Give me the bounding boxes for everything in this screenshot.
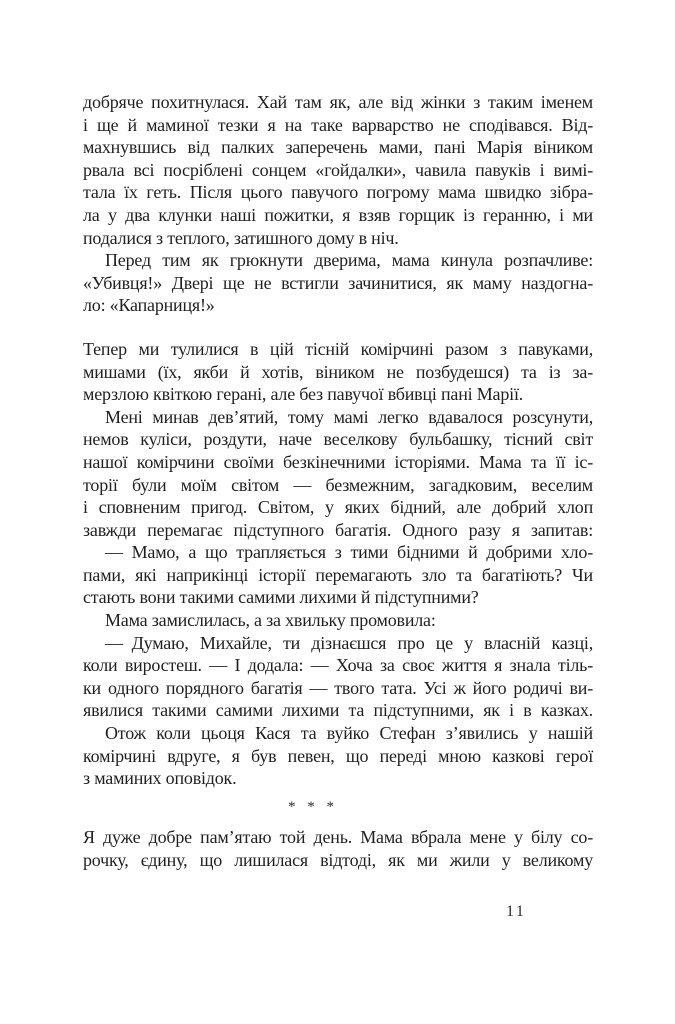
text-line: стають вони такими самими лихими й підступними? xyxy=(83,587,479,608)
text-line: рвала всі посріблені сонцем «гойдалки», чавила павуків і вимі- xyxy=(83,159,593,180)
text-line: і сповненим пригод. Світом, у яких бідний, але добрий хлоп xyxy=(83,497,593,518)
text-line: ло: «Капарниця!» xyxy=(83,295,215,316)
paragraph xyxy=(83,91,593,249)
text-line: пами, які наприкінці історії перемагають зло та багатіють? Чи xyxy=(83,564,593,585)
paragraph xyxy=(83,338,593,406)
text-line: махнувшись від палких заперечень мами, пані Марія віником xyxy=(83,137,593,158)
text-line: тала їх геть. Після цього павучого погрому мама швидко зібра- xyxy=(83,182,593,203)
text-line: торії були моїм світом — безмежним, загадковим, веселим xyxy=(83,474,593,495)
text-line: Мама замислилась, а за хвильку промовила: xyxy=(105,610,436,631)
text-line: «Убивця!» Двері ще не встигли зачинитися, як маму наздогна- xyxy=(83,272,593,293)
text-line: Отож коли цьоця Кася та вуйко Стефан з’явились у нашій xyxy=(105,723,593,744)
paragraph xyxy=(83,406,593,542)
paragraph xyxy=(83,541,593,609)
paragraph xyxy=(83,826,593,871)
text-line: Тепер ми тулилися в цій тісній комірчині разом з павуками, xyxy=(83,338,593,359)
paragraph xyxy=(83,632,593,722)
text-line: нашої комірчини своїми безкінечними історіями. Мама та її іс- xyxy=(83,451,593,472)
page-text-block xyxy=(83,91,593,872)
text-line: коли виростеш. — І додала: — Хоча за своє життя я знала тіль- xyxy=(83,655,593,676)
paragraph xyxy=(83,249,593,317)
text-line: явилися такими самими лихими та підступними, як і в казках. xyxy=(83,700,593,721)
text-line: подалися з теплого, затишного дому в ніч. xyxy=(83,227,399,248)
text-line: ла у два клунки наші пожитки, я взяв горщик із геранню, і ми xyxy=(83,204,593,225)
text-line: Мені минав дев’ятий, тому мамі легко вдавалося розсунути, xyxy=(105,406,593,427)
text-line: завжди перемагає підступного багатія. Одного разу я запитав: xyxy=(83,519,593,540)
text-line: рочку, єдину, що лишилася відтоді, як ми жили у великому xyxy=(83,850,593,870)
section-separator: * * * xyxy=(288,798,338,815)
text-line: немов куліси, роздути, наче веселкову бульбашку, тісний світ xyxy=(83,429,593,450)
text-line: добряче похитнулася. Хай там як, але від жінки з таким іменем xyxy=(83,92,593,112)
text-line: — Думаю, Михайле, ти дізнаєшся про це у власній казці, xyxy=(105,632,593,653)
text-line: Перед тим як грюкнути дверима, мама кинула розпачливе: xyxy=(105,250,593,271)
page-number: 11 xyxy=(506,903,527,920)
text-line: — Мамо, а що трапляється з тими бідними й добрими хло- xyxy=(105,542,593,563)
paragraph xyxy=(83,722,593,790)
text-line: мерзлою квіткою герані, але без павучої вбивці пані Марії. xyxy=(83,384,524,405)
text-line: Я дуже добре пам’ятаю той день. Мама вбрала мене у білу со- xyxy=(83,827,593,848)
text-line: комірчині вдруге, я був певен, що переді мною казкові герої xyxy=(83,745,593,766)
text-line: ки одного порядного багатія — твого тата. Усі ж його родичі ви- xyxy=(83,677,593,698)
paragraph xyxy=(83,609,593,632)
text-line: і ще й маминої тезки я на таке варварство не сподівався. Від- xyxy=(83,114,593,135)
text-line: мишами (їх, якби й хотів, віником не позбудешся) та із за- xyxy=(83,361,593,382)
text-line: з маминих оповідок. xyxy=(83,768,237,789)
